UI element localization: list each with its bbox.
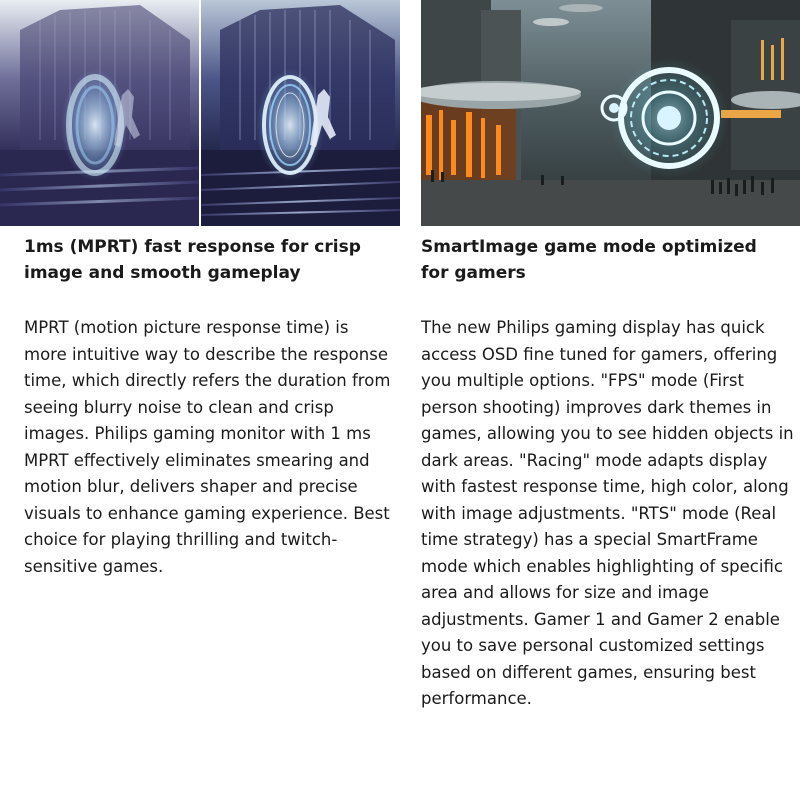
futuristic-city-game-scene-image	[421, 0, 800, 226]
motion-blur-comparison-image	[0, 0, 400, 226]
right-feature-heading: SmartImage game mode optimized for gamers	[421, 237, 757, 283]
right-feature-description: The new Philips gaming display has quick access OSD fine tuned for gamers, offering you multiple options. "FPS" mode (First person shooting) improves dark themes in games, allowing you to see hidden objects in dark areas. "Racing" mode adapts display with fastest response time, high color, along with image adjustments. "RTS" mode (Real time strategy) has a special SmartFrame mode which enables highlighting of specific area and allows for size and image adjustments. Gamer 1 and Gamer 2 enable you to save personal customized settings based on different games, ensuring best performance.	[421, 318, 794, 708]
right-feature-column	[421, 0, 800, 713]
left-feature-column	[0, 0, 400, 580]
left-feature-description: MPRT (motion picture response time) is more intuitive way to describe the response time, which directly refers the duration from seeing blurry noise to clean and crisp images. Philips gaming monitor with 1 ms MPRT effectively eliminates smearing and motion blur, delivers shaper and precise visuals to enhance gaming experience. Best choice for playing thrilling and twitch-sensitive games.	[24, 318, 391, 576]
left-feature-heading: 1ms (MPRT) fast response for crisp image and smooth gameplay	[24, 237, 361, 283]
